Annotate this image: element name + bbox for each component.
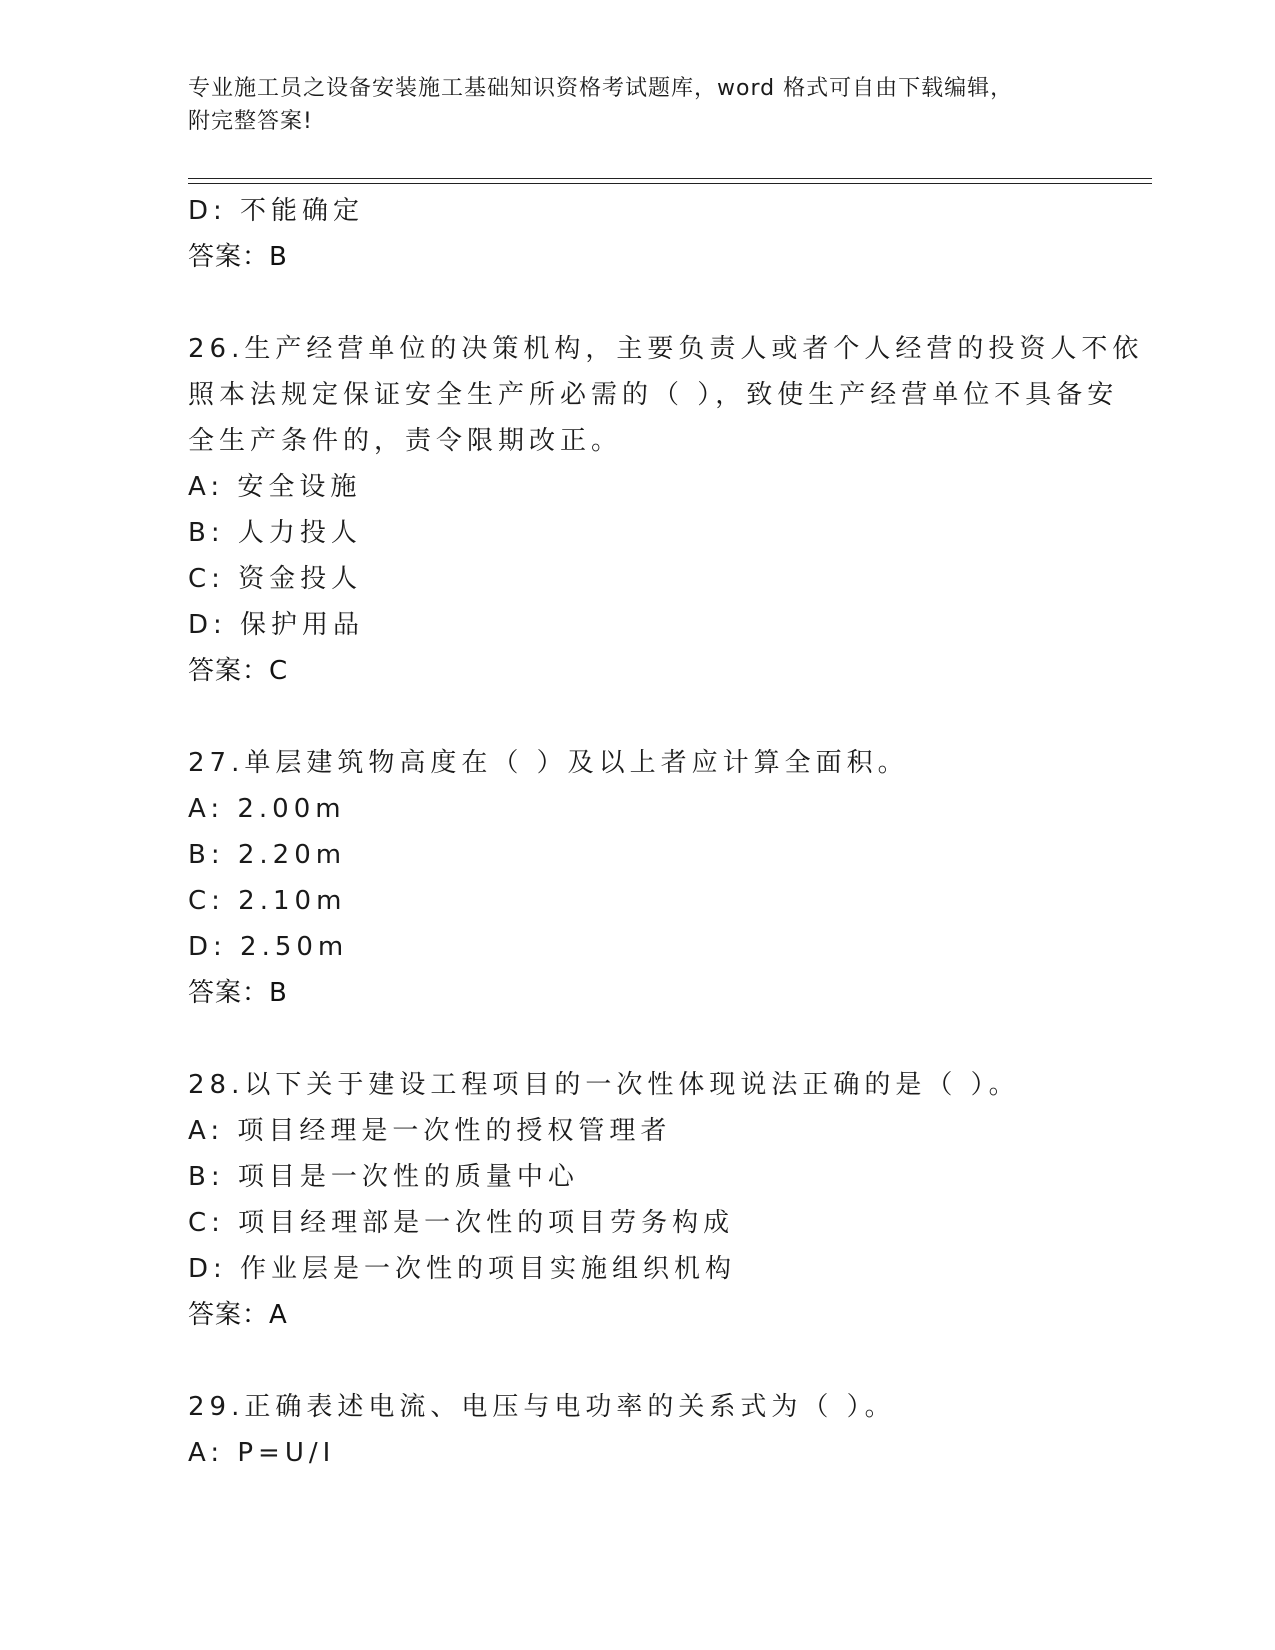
question-stem: 照本法规定保证安全生产所必需的（ ），致使生产经营单位不具备安 [188,380,1119,410]
question-stem: 27.单层建筑物高度在（ ）及以上者应计算全面积。 [188,748,909,778]
option-line: B: 人力投人 [188,518,362,548]
header-rule-top [188,178,1152,179]
answer-line: 答案：C [188,656,289,686]
question-item [188,1384,1088,1476]
option-line: A: 安全设施 [188,472,362,502]
answer-line: 答案：B [188,978,288,1008]
header-line-2: 附完整答案! [188,109,313,134]
answer-line: 答案：B [188,242,288,272]
answer-line: 答案：A [188,1300,288,1330]
spacer [188,1016,1088,1062]
option-line: B: 项目是一次性的质量中心 [188,1162,579,1192]
option-line: C: 项目经理部是一次性的项目劳务构成 [188,1208,735,1238]
option-line: D: 作业层是一次性的项目实施组织机构 [188,1254,737,1284]
question-stem: 28.以下关于建设工程项目的一次性体现说法正确的是（ ）。 [188,1070,1020,1100]
option-line: A: P=U/I [188,1438,336,1468]
spacer [188,694,1088,740]
question-item [188,1062,1088,1338]
spacer [188,280,1088,326]
question-list [188,188,1144,1476]
question-stem: 全生产条件的，责令限期改正。 [188,426,623,456]
question-item [188,326,1144,694]
spacer [188,1338,1088,1384]
option-line: A: 2.00m [188,794,346,824]
option-line: C: 资金投人 [188,564,363,594]
document-header [188,72,1088,138]
question-item [188,740,1088,1016]
option-line: D: 不能确定 [188,196,365,226]
option-line: D: 保护用品 [188,610,365,640]
option-line: A: 项目经理是一次性的授权管理者 [188,1116,672,1146]
question-stem: 29.正确表述电流、电压与电功率的关系式为（ ）。 [188,1392,896,1422]
option-line: C: 2.10m [188,886,347,916]
option-line: D: 2.50m [188,932,349,962]
option-line: B: 2.20m [188,840,347,870]
question-stem: 26.生产经营单位的决策机构，主要负责人或者个人经营的投资人不依 [188,334,1144,364]
header-line-1: 专业施工员之设备安装施工基础知识资格考试题库，word 格式可自由下载编辑， [188,76,1014,101]
header-rule-bottom [188,183,1152,184]
